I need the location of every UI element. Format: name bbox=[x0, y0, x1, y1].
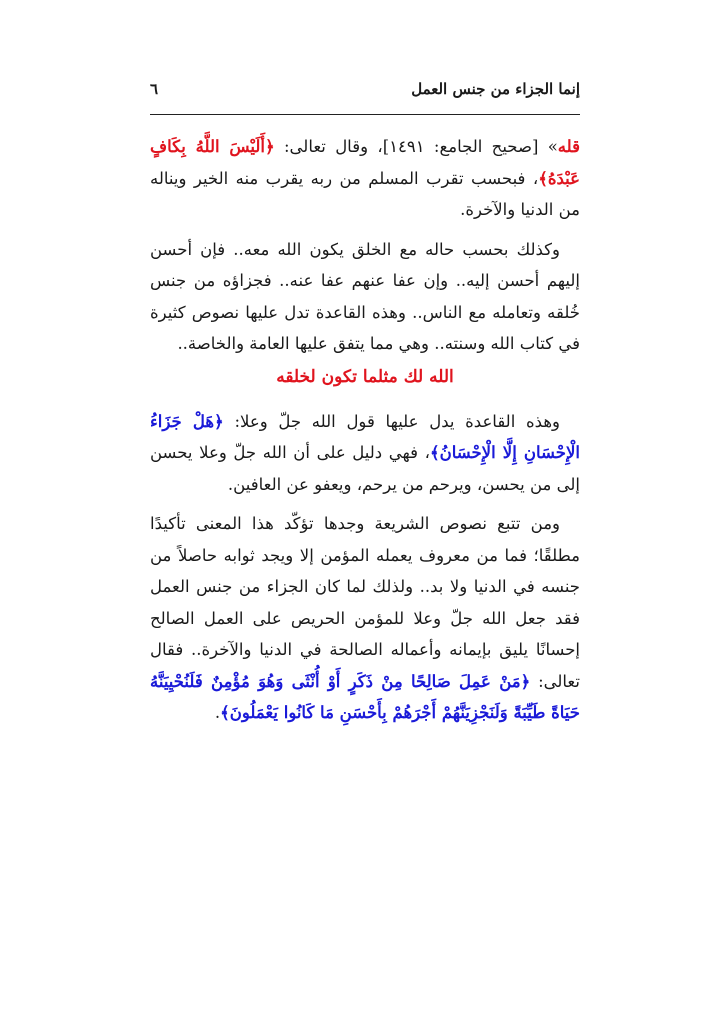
paragraph-1 bbox=[150, 131, 580, 226]
text-fragment: ومن تتبع نصوص الشريعة وجدها تؤكّد هذا المعنى تأكيدًا مطلقًا؛ فما من معروف يعمله المؤمن إلا ويجد ثوابه حاصلاً من جنسه في الدنيا ولا بد.. ولذلك لما كان الجزاء من جنس العمل فقد جعل الله جلّ وعلا للمؤمن الحريص على العمل الصالح إحسانًا يليق بإيمانه وأعماله الصالحة في الدنيا والآخرة.. فقال تعالى: bbox=[150, 514, 580, 691]
paragraph-4 bbox=[150, 508, 580, 729]
quran-verse: ﴿مَنْ عَمِلَ صَالِحًا مِنْ ذَكَرٍ أَوْ أُنْثَى وَهُوَ مُؤْمِنٌ فَلَنُحْيِيَنَّهُ حَيَاةً طَيِّبَةً وَلَنَجْزِيَنَّهُمْ أَجْرَهُمْ بِأَحْسَنِ مَا كَانُوا يَعْمَلُونَ﴾ bbox=[150, 671, 580, 722]
text-fragment: وهذه القاعدة يدل عليها قول الله جلّ وعلا: bbox=[223, 411, 560, 431]
quran-verse: ﴿هَلْ جَزَاءُ الْإِحْسَانِ إِلَّا الْإِحْسَانُ﴾ bbox=[150, 411, 580, 462]
text-fragment: قله bbox=[557, 137, 580, 156]
running-title: إنما الجزاء من جنس العمل bbox=[411, 80, 580, 98]
quran-verse: ﴿أَلَيْسَ اللَّهُ بِكَافٍ عَبْدَهُ﴾ bbox=[150, 137, 580, 188]
section-heading: الله لك مثلما تكون لخلقه bbox=[276, 366, 454, 387]
running-header bbox=[150, 80, 580, 115]
book-page bbox=[150, 80, 580, 729]
paragraph-2: وكذلك بحسب حاله مع الخلق يكون الله معه.. فإن أحسن إليهم أحسن إليه.. وإن عفا عنهم عفا عنه.. فجزاؤه من جنس خُلقه وتعامله مع الناس.. وهذه القاعدة تدل عليها نصوص كثيرة في كتاب الله وسنته.. وهي مما يتفق عليها العامة والخاصة.. bbox=[150, 239, 580, 353]
paragraph-3 bbox=[150, 406, 580, 501]
page-number: ٦ bbox=[150, 80, 159, 98]
text-fragment: ، فهي دليل على أن الله جلّ وعلا يحسن إلى من يحسن، ويرحم من يرحم، ويعفو عن العافين. bbox=[150, 443, 580, 494]
text-fragment: » [صحيح الجامع: ١٤٩١]، وقال تعالى: bbox=[274, 137, 558, 156]
page-body bbox=[150, 131, 580, 729]
text-fragment: ، فبحسب تقرب المسلم من ربه يقرب منه الخير ويناله من الدنيا والآخرة. bbox=[150, 168, 580, 219]
text-fragment: . bbox=[214, 703, 221, 722]
